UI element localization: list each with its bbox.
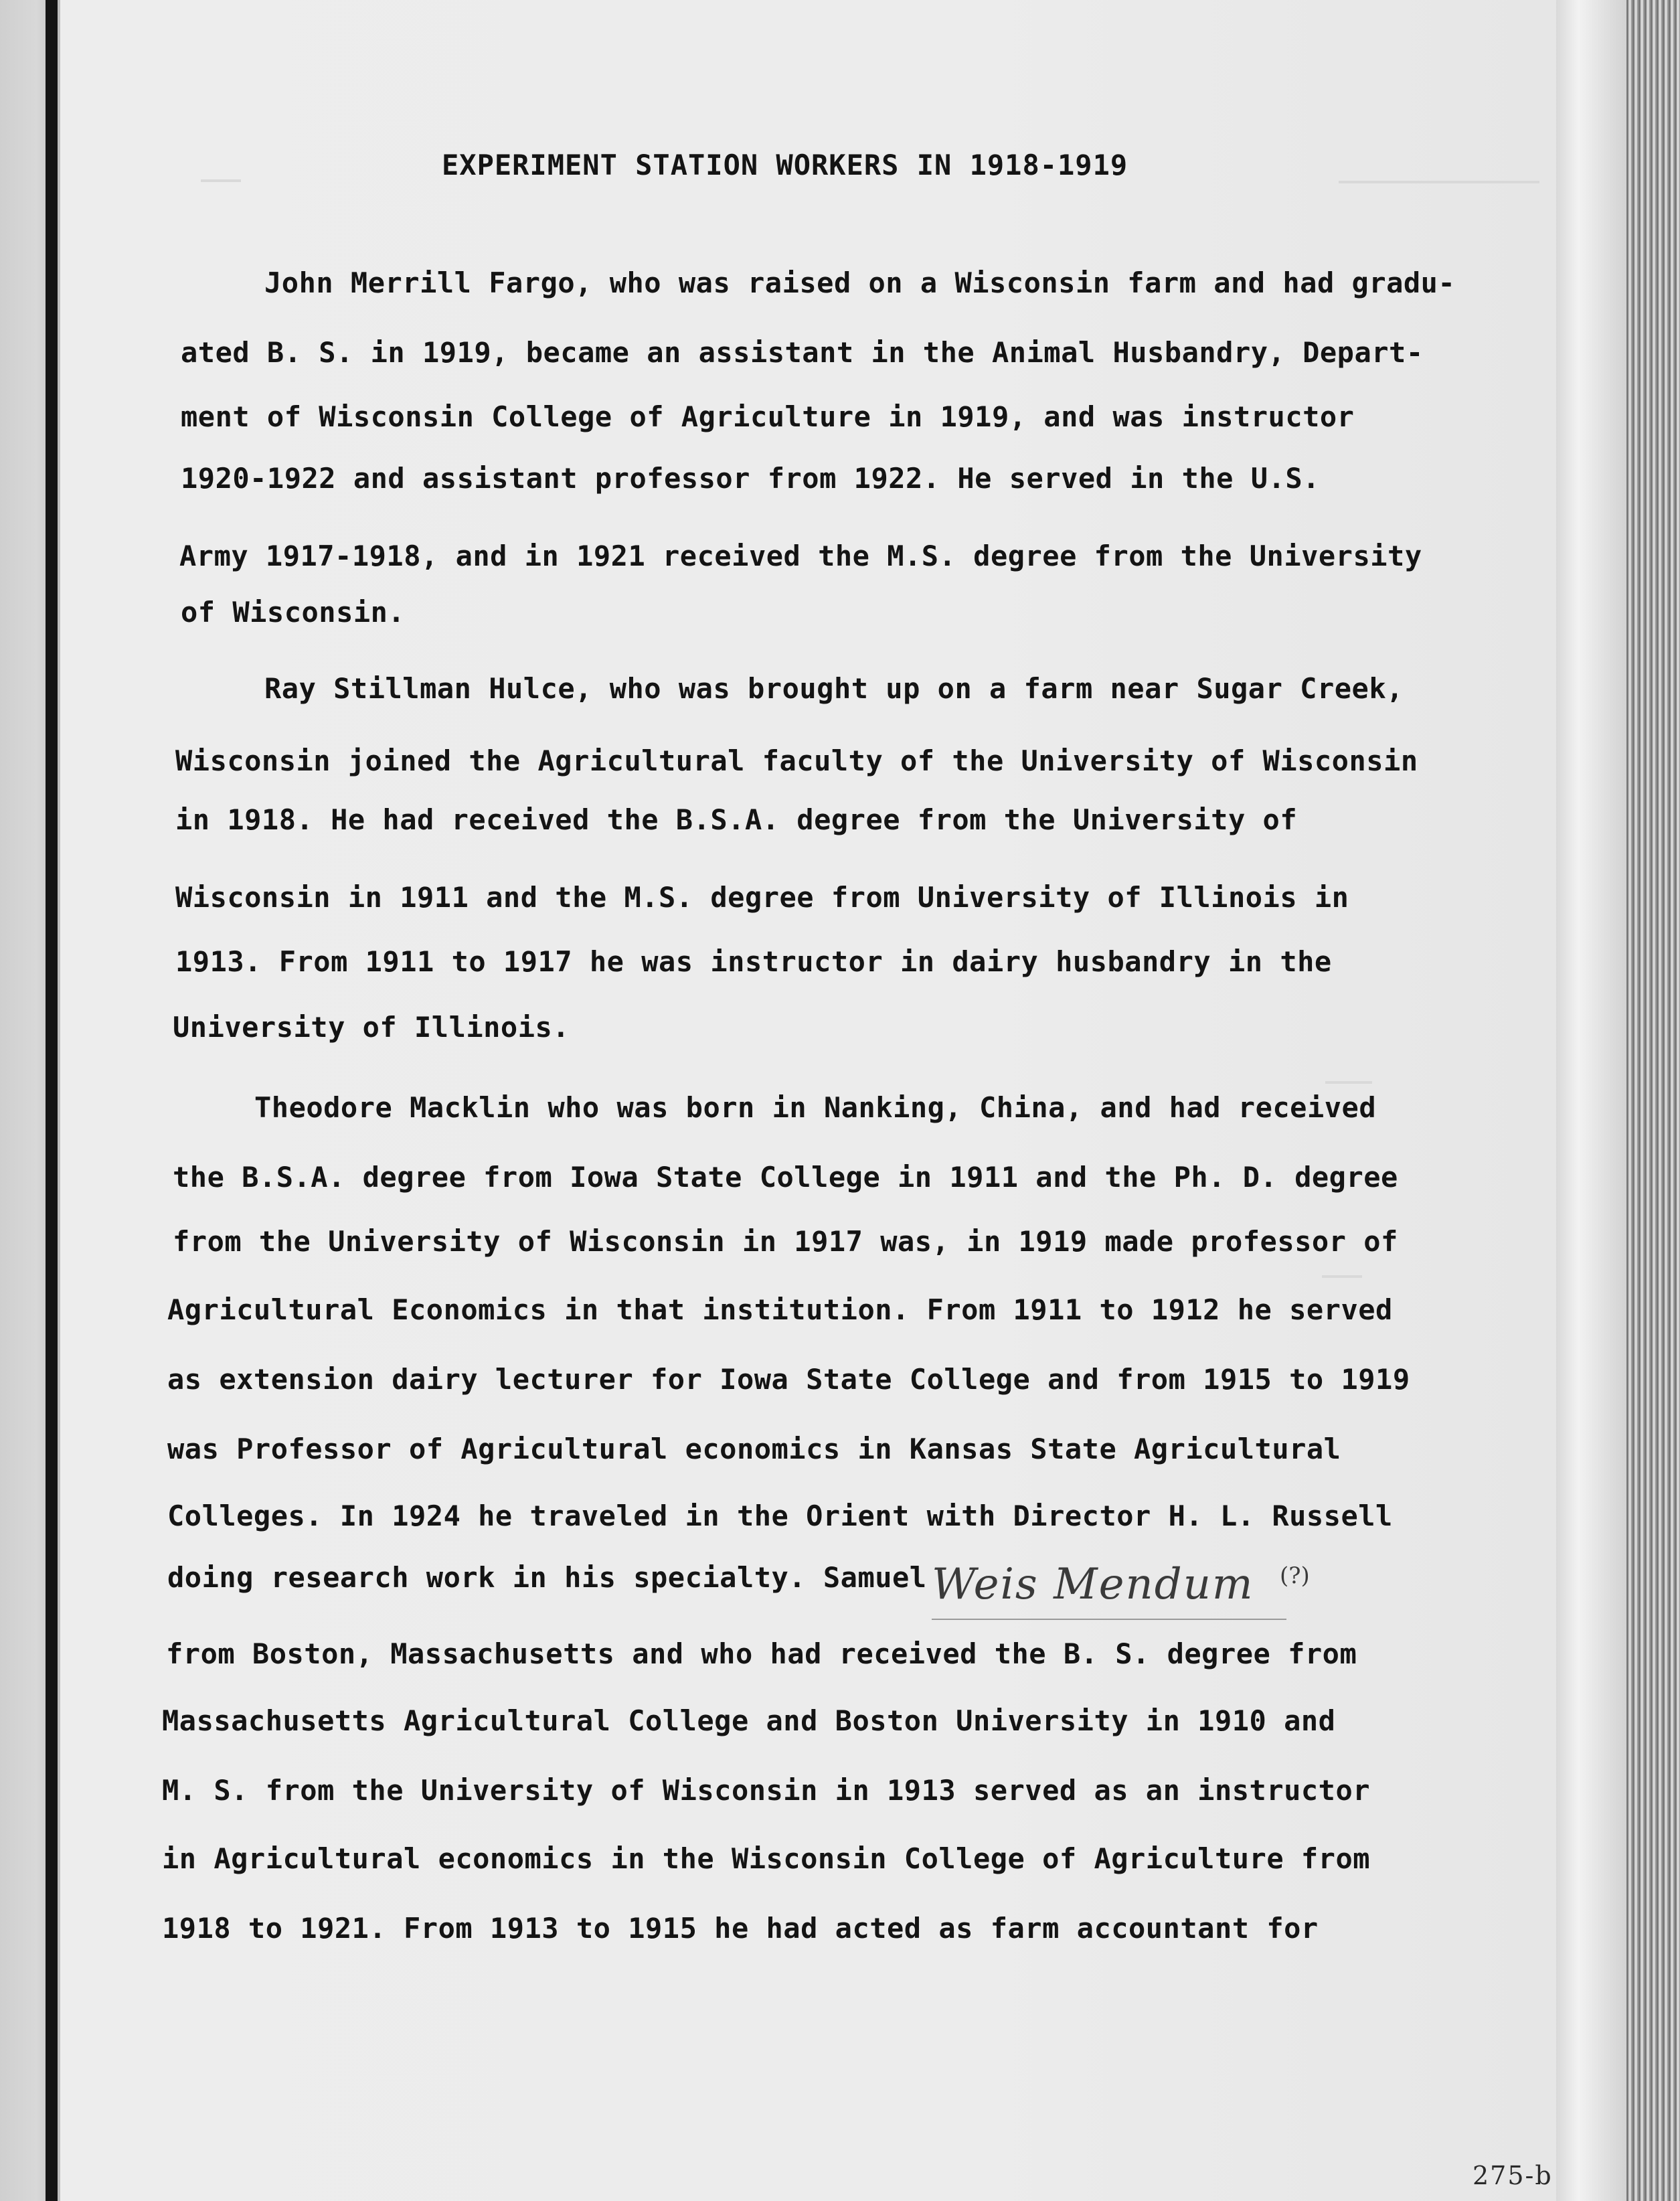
text-line: 1918 to 1921. From 1913 to 1915 he had acted as farm accountant for bbox=[162, 1912, 1319, 1945]
text-line: was Professor of Agricultural economics in Kansas State Agricultural bbox=[167, 1433, 1341, 1465]
handwriting-baseline bbox=[932, 1619, 1286, 1620]
text-line: Massachusetts Agricultural College and Boston University in 1910 and bbox=[162, 1704, 1336, 1737]
document-title: EXPERIMENT STATION WORKERS IN 1918-1919 bbox=[442, 149, 1128, 181]
text-line: Colleges. In 1924 he traveled in the Orient with Director H. L. Russell bbox=[167, 1499, 1393, 1532]
book-page-stack-edge bbox=[1626, 0, 1680, 2201]
text-line: Agricultural Economics in that institution. From 1911 to 1912 he served bbox=[167, 1293, 1393, 1326]
binding-shadow bbox=[46, 0, 58, 2201]
text-line: ated B. S. in 1919, became an assistant in the Animal Husbandry, Depart- bbox=[181, 336, 1424, 369]
text-line: 1913. From 1911 to 1917 he was instructor in dairy husbandry in the bbox=[175, 945, 1332, 978]
handwritten-name: Weis Mendum bbox=[932, 1560, 1254, 1609]
text-line: Wisconsin joined the Agricultural faculty of the University of Wisconsin bbox=[175, 744, 1418, 777]
bleed-through-mark bbox=[1322, 1275, 1362, 1278]
text-line: as extension dairy lecturer for Iowa State College and from 1915 to 1919 bbox=[167, 1363, 1410, 1396]
text-line: John Merrill Fargo, who was raised on a Wisconsin farm and had gradu- bbox=[264, 266, 1456, 299]
page-number: 275-b bbox=[1473, 2161, 1553, 2190]
bleed-through-mark bbox=[1339, 181, 1539, 183]
text-line: in 1918. He had received the B.S.A. degree from the University of bbox=[175, 803, 1298, 836]
text-line: Theodore Macklin who was born in Nanking, China, and had received bbox=[254, 1091, 1377, 1124]
text-line: Wisconsin in 1911 and the M.S. degree from University of Illinois in bbox=[175, 881, 1349, 914]
text-line: doing research work in his specialty. Samuel bbox=[167, 1561, 927, 1594]
text-line: Ray Stillman Hulce, who was brought up on a farm near Sugar Creek, bbox=[264, 672, 1404, 705]
text-line: from Boston, Massachusetts and who had received the B. S. degree from bbox=[166, 1637, 1357, 1670]
page-edge bbox=[1556, 0, 1630, 2201]
text-line: University of Illinois. bbox=[173, 1011, 570, 1044]
text-line: M. S. from the University of Wisconsin in 1913 served as an instructor bbox=[162, 1774, 1371, 1807]
bleed-through-mark bbox=[1325, 1081, 1372, 1084]
text-line: from the University of Wisconsin in 1917 was, in 1919 made professor of bbox=[173, 1225, 1398, 1258]
text-line: in Agricultural economics in the Wisconsin College of Agriculture from bbox=[162, 1842, 1371, 1875]
text-line: the B.S.A. degree from Iowa State College in 1911 and the Ph. D. degree bbox=[173, 1161, 1398, 1194]
text-line: ment of Wisconsin College of Agriculture in 1919, and was instructor bbox=[181, 400, 1355, 433]
handwritten-question-mark: (?) bbox=[1280, 1562, 1310, 1589]
text-line: Army 1917-1918, and in 1921 received the M.S. degree from the University bbox=[179, 540, 1422, 572]
text-line: 1920-1922 and assistant professor from 1922. He served in the U.S. bbox=[181, 462, 1320, 495]
text-line: of Wisconsin. bbox=[181, 596, 406, 629]
bleed-through-mark bbox=[201, 179, 241, 182]
